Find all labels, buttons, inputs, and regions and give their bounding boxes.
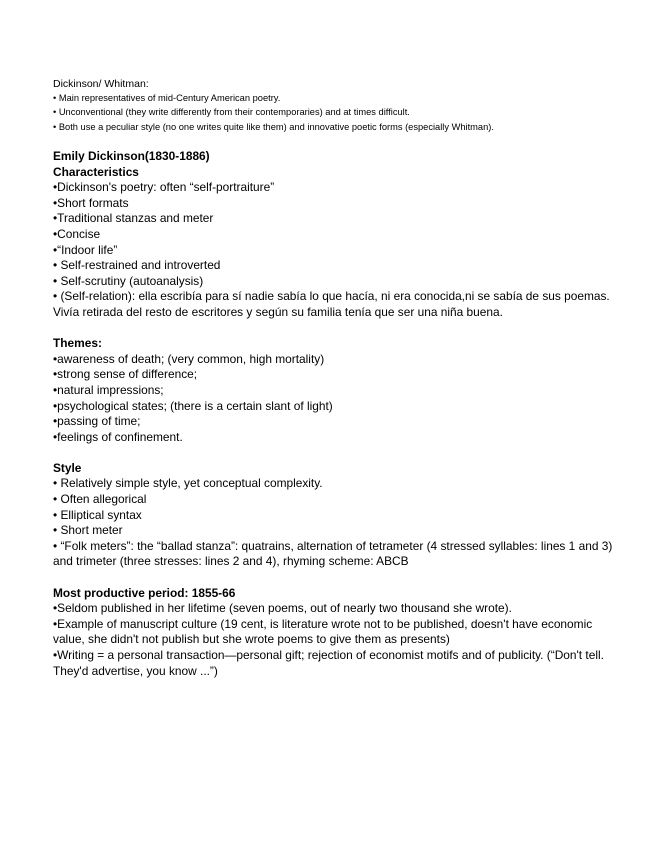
list-item: • Elliptical syntax bbox=[53, 507, 142, 522]
list-item: • Self-restrained and introverted bbox=[53, 258, 221, 273]
intro-list bbox=[53, 91, 643, 134]
list-item: •Short formats bbox=[53, 195, 129, 210]
list-item: •Seldom published in her lifetime (seven poems, out of nearly two thousand she wrote). bbox=[53, 601, 512, 616]
intro-section bbox=[53, 77, 643, 134]
section-heading-dickinson: Emily Dickinson(1830-1886) bbox=[53, 149, 210, 163]
main-content bbox=[53, 149, 613, 679]
list-item: •Writing = a personal transaction—personal gift; rejection of economist motifs and of publicity. (“Don't tell. They'd advertise, you know ...”) bbox=[53, 648, 604, 678]
list-item: •passing of time; bbox=[53, 414, 141, 429]
list-item: •Example of manuscript culture (19 cent, is literature wrote not to be published, doesn't have economic value, she didn't not publish but she wrote poems to give them as presents) bbox=[53, 616, 593, 647]
spacer bbox=[53, 570, 613, 586]
list-item: • Both use a peculiar style (no one writes quite like them) and innovative poetic forms (especially Whitman). bbox=[53, 121, 494, 132]
list-item: • “Folk meters”: the “ballad stanza”: quatrains, alternation of tetrameter (4 stressed syllables: lines 1 and 3) and trimeter (three stresses: lines 2 and 4), rhyming scheme: ABCB bbox=[53, 538, 613, 569]
section-heading-period: Most productive period: 1855-66 bbox=[53, 585, 236, 600]
style-list bbox=[53, 476, 613, 570]
spacer bbox=[53, 445, 613, 461]
list-item: • (Self-relation): ella escribía para sí nadie sabía lo que hacía, ni era conocida,ni se sabía de sus poemas. Vivía retirada del resto de escritores y según su familia tenía que ser una niña buena. bbox=[53, 289, 610, 319]
list-item: •“Indoor life” bbox=[53, 242, 118, 257]
characteristics-list bbox=[53, 180, 613, 320]
list-item: •strong sense of difference; bbox=[53, 367, 198, 382]
list-item: •Traditional stanzas and meter bbox=[53, 211, 214, 226]
list-item: • Main representatives of mid-Century American poetry. bbox=[53, 93, 281, 103]
list-item: • Unconventional (they write differently from their contemporaries) and at times difficult. bbox=[53, 107, 410, 118]
list-item: • Relatively simple style, yet conceptual complexity. bbox=[53, 476, 323, 491]
intro-title: Dickinson/ Whitman: bbox=[53, 78, 149, 90]
list-item: •psychological states; (there is a certain slant of light) bbox=[53, 398, 333, 413]
section-heading-themes: Themes: bbox=[53, 336, 102, 351]
list-item: • Often allegorical bbox=[53, 492, 147, 507]
list-item: • Self-scrutiny (autoanalysis) bbox=[53, 273, 204, 288]
section-heading-style: Style bbox=[53, 460, 82, 475]
list-item: •Dickinson's poetry: often “self-portraiture” bbox=[53, 180, 275, 195]
list-item: •awareness of death; (very common, high mortality) bbox=[53, 351, 325, 366]
subheading-characteristics: Characteristics bbox=[53, 164, 139, 179]
period-list bbox=[53, 601, 613, 679]
list-item: • Short meter bbox=[53, 523, 123, 538]
spacer bbox=[53, 321, 613, 337]
list-item: •feelings of confinement. bbox=[53, 429, 183, 444]
list-item: •Concise bbox=[53, 226, 101, 241]
themes-list bbox=[53, 352, 613, 446]
list-item: •natural impressions; bbox=[53, 382, 164, 397]
